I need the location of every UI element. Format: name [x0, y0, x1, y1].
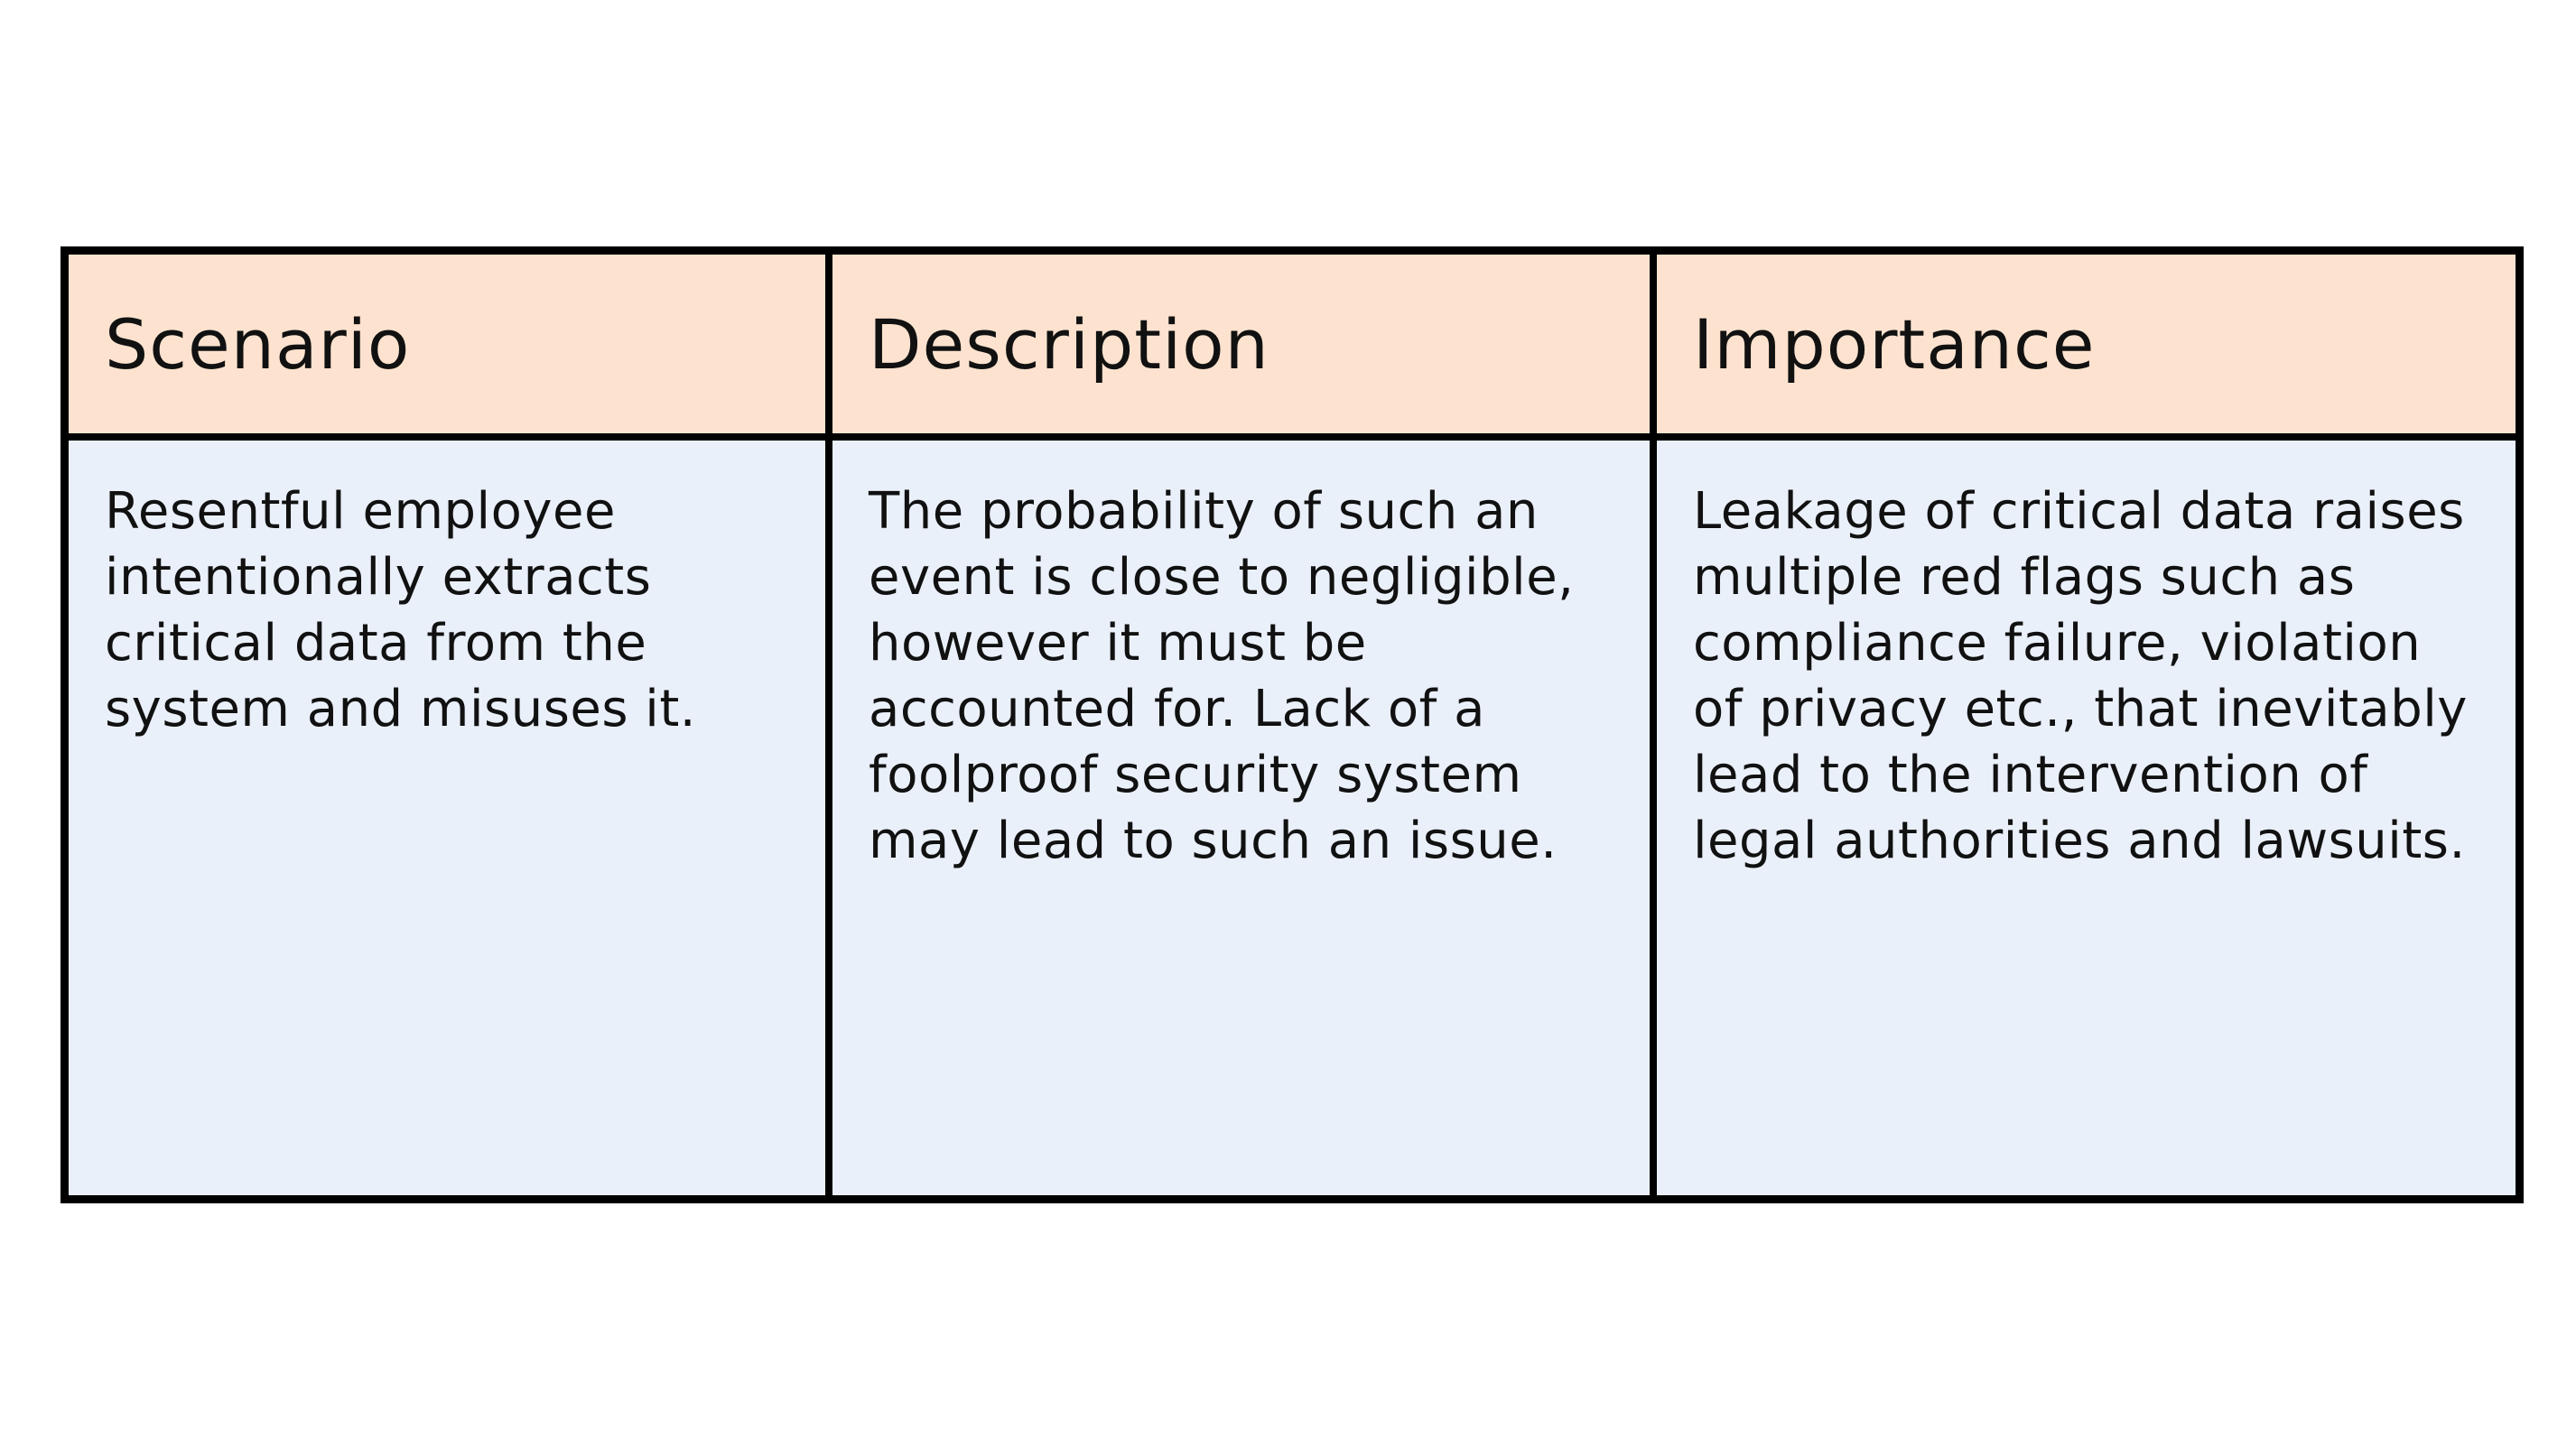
- cell-scenario: Resentful employee intentionally extracts critical data from the system and misuses it.: [69, 441, 825, 1195]
- cell-description: The probability of such an event is close to negligible, however it must be accounted for. Lack of a foolproof security system may lead to such an issue.: [832, 441, 1650, 1195]
- scenario-table: [60, 246, 2524, 1203]
- cell-importance: Leakage of critical data raises multiple red flags such as compliance failure, violation of privacy etc., that inevitably lead to the intervention of legal authorities and lawsuits.: [1657, 441, 2516, 1195]
- header-importance: Importance: [1657, 255, 2516, 433]
- header-description: Description: [832, 255, 1650, 433]
- header-scenario: Scenario: [69, 255, 825, 433]
